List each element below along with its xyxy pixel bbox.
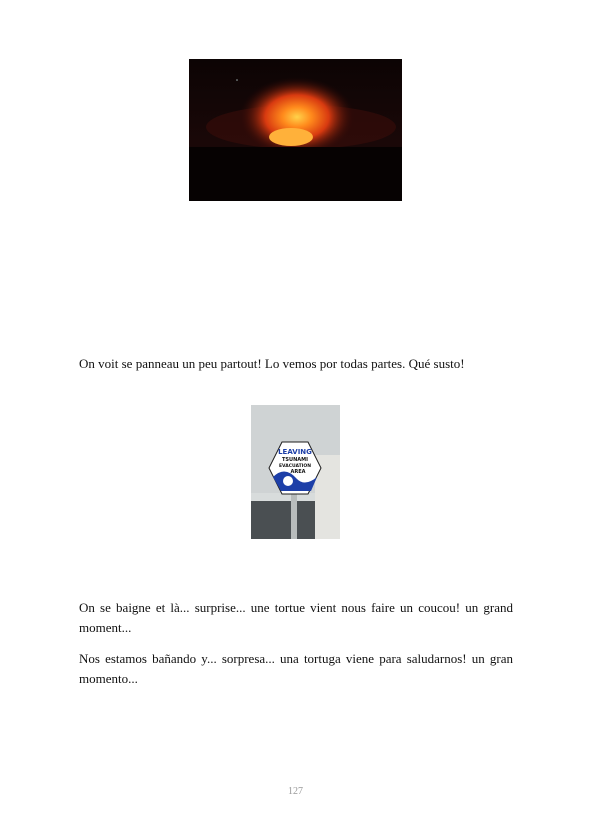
- page-number: 127: [288, 786, 303, 797]
- volcano-photo: [189, 59, 402, 201]
- sign-caption-paragraph: On voit se panneau un peu partout! Lo vemos por todas partes. Qué susto!: [79, 356, 465, 371]
- sign-line-leaving: LEAVING: [278, 448, 312, 456]
- sign-line-area: AREA: [290, 469, 306, 475]
- tsunami-sign-photo: [251, 405, 340, 539]
- tsunami-sign-image: [251, 405, 340, 539]
- turtle-paragraph-french: On se baigne et là... surprise... une tortue vient nous faire un coucou! un grand moment...: [79, 600, 513, 635]
- sign-line-tsunami: TSUNAMI: [282, 457, 308, 463]
- volcano-glow-image: [189, 59, 402, 201]
- turtle-paragraph-spanish: Nos estamos bañando y... sorpresa... una tortuga viene para saludarnos! un gran momento...: [79, 651, 513, 686]
- sign-line-evacuation: EVACUATION: [278, 464, 312, 469]
